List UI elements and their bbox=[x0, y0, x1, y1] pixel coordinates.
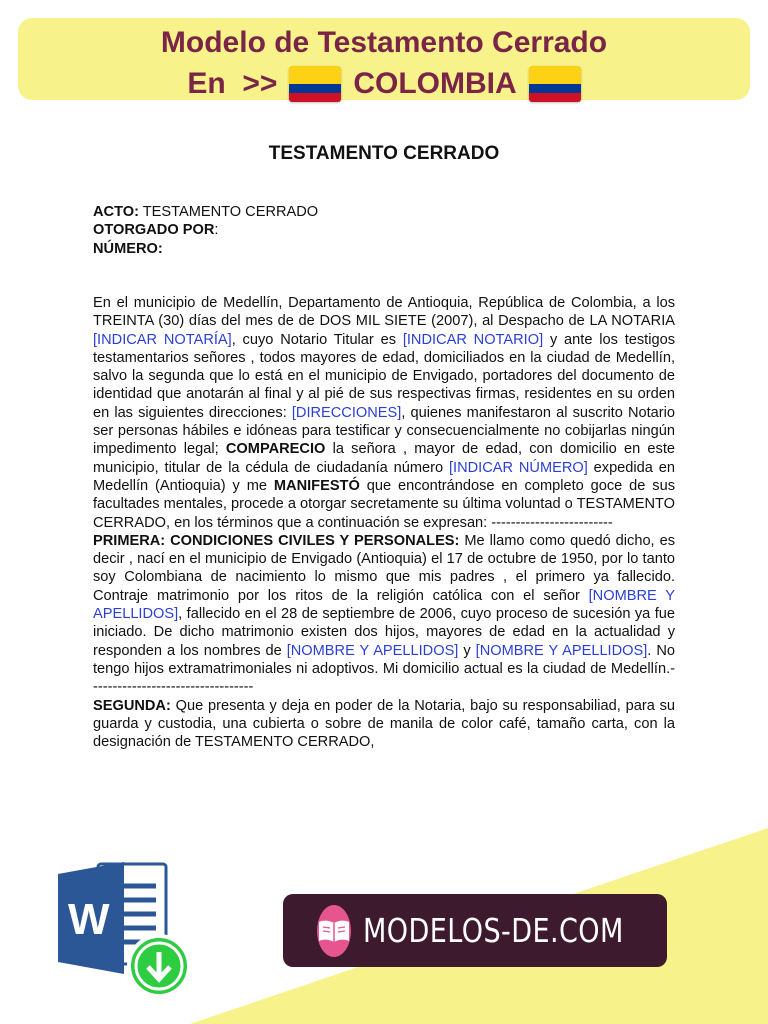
otorgado-label: OTORGADO POR bbox=[93, 222, 215, 239]
acto-label: ACTO: bbox=[93, 204, 139, 220]
word-document-download-icon[interactable] bbox=[58, 862, 198, 1002]
document-meta bbox=[93, 203, 675, 258]
text-run: Me llamo como quedó dicho, es decir , nací en el municipio de Envigado (Antioquia) el 17 de octubre de 1950, por lo tanto soy Colombiana de nacimiento lo mismo que mis padres , el primero ya fallecido. Contraje matrimonio por los ritos de la religión católica con el señor bbox=[93, 532, 675, 604]
placeholder-nombre-hijo1: [NOMBRE Y APELLIDOS] bbox=[286, 642, 459, 659]
placeholder-nombre-hijo2: [NOMBRE Y APELLIDOS] bbox=[475, 642, 648, 659]
bold-primera: PRIMERA: CONDICIONES CIVILES Y PERSONALES: bbox=[93, 532, 460, 549]
text-run: En el municipio de Medellín, Departamento de Antioquia, República de Colombia, a los TREINTA (30) días del mes de de DOS MIL SIETE (2007), al Despacho de LA NOTARIA bbox=[93, 295, 675, 330]
banner-subtitle bbox=[18, 66, 750, 102]
banner-prefix: En >> bbox=[187, 67, 278, 100]
colombia-flag-icon bbox=[529, 66, 581, 102]
placeholder-nombre-esposo: [NOMBRE Y APELLIDOS] bbox=[93, 587, 675, 623]
placeholder-direcciones: [DIRECCIONES] bbox=[291, 404, 402, 421]
numero-label: NÚMERO: bbox=[93, 240, 163, 257]
text-run: y bbox=[458, 642, 476, 659]
text-run: , cuyo Notario Titular es bbox=[231, 331, 403, 348]
bold-manifesto: MANIFESTÓ bbox=[273, 477, 360, 494]
svg-text:W: W bbox=[68, 895, 110, 944]
meta-acto bbox=[93, 203, 675, 221]
paragraph-segunda bbox=[93, 697, 675, 752]
placeholder-numero: [INDICAR NÚMERO] bbox=[448, 459, 588, 476]
text-run: la señora , mayor de edad, con domicilio en este municipio, titular de la cédula de ciudadanía número bbox=[93, 441, 675, 476]
document-title: TESTAMENTO CERRADO bbox=[268, 143, 500, 164]
text-run: . No tengo hijos extramatrimoniales ni adoptivos. Mi domicilio actual es la ciudad de Medellín.---------------------------------- bbox=[93, 642, 675, 696]
meta-otorgado bbox=[93, 221, 675, 239]
banner-title: Modelo de Testamento Cerrado bbox=[160, 26, 608, 59]
banner-country: COLOMBIA bbox=[353, 67, 517, 100]
text-run: y ante los testigos testamentarios señores , todos mayores de edad, domiciliados en la ciudad de Medellín, salvo la segunda que lo está en el municipio de Envigado, portadores del documento de identidad que anotarán al final y al pié de sus respectivas firmas, residentes en su orden en las siguientes direcciones: bbox=[93, 331, 676, 421]
modelos-de-button[interactable] bbox=[283, 894, 667, 967]
bold-comparecio: COMPARECIO bbox=[225, 441, 326, 458]
text-run: , fallecido en el 28 de septiembre de 2006, cuyo proceso de sucesión ya fue iniciado. De dicho matrimonio existen dos hijos, mayores de edad en la actualidad y responden a los nombres de bbox=[93, 606, 675, 659]
text-run: que encontrándose en completo goce de sus facultades mentales, procede a otorgar secretamente su última voluntad o TESTAMENTO CERRADO, en los términos que a continuación se expresan: ------------------------- bbox=[93, 477, 675, 531]
acto-value: TESTAMENTO CERRADO bbox=[138, 204, 319, 220]
document-body bbox=[93, 294, 675, 751]
text-run: , quienes manifestaron al suscrito Notario ser personas hábiles e idóneas para testificar y consecuencialmente no cobijarlas ningún impedimento legal; bbox=[93, 404, 675, 458]
colombia-flag-icon bbox=[289, 66, 341, 102]
text-run: Que presenta y deja en poder de la Notaria, bajo su responsabiliad, para su guarda y custodia, una cubierta o sobre de manila de color café, tamaño carta, con la designación de TESTAMENTO CERRADO, bbox=[93, 697, 675, 751]
paragraph-primera bbox=[93, 532, 675, 697]
placeholder-notario: [INDICAR NOTARIO] bbox=[402, 331, 544, 348]
bold-segunda: SEGUNDA: bbox=[93, 697, 171, 714]
otorgado-value: : bbox=[214, 222, 219, 239]
header-banner bbox=[18, 18, 750, 100]
site-label: MODELOS-DE.COM bbox=[363, 911, 624, 950]
text-run: expedida en Medellín (Antioquia) y me bbox=[93, 459, 675, 494]
meta-numero bbox=[93, 240, 675, 258]
open-book-icon bbox=[317, 905, 351, 957]
placeholder-notaria: [INDICAR NOTARÍA] bbox=[93, 331, 232, 348]
paragraph-intro bbox=[93, 294, 675, 532]
